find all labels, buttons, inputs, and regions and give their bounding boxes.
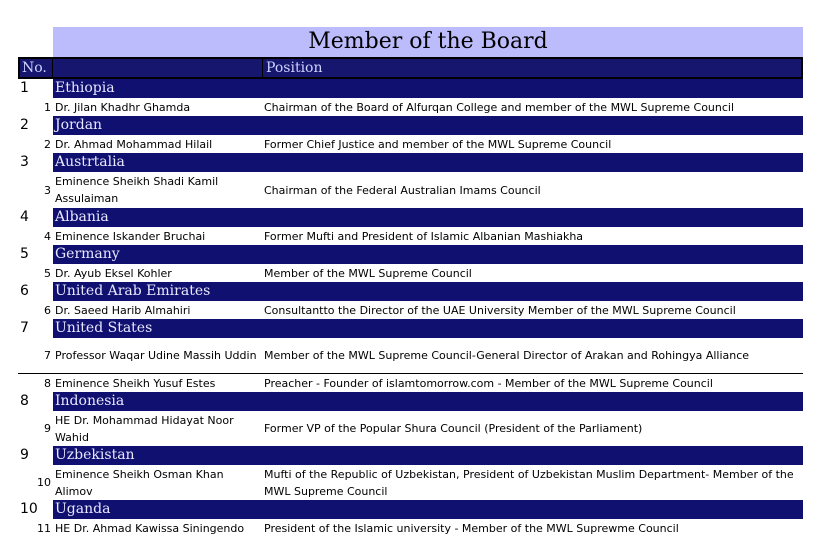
header-no: No. xyxy=(20,59,53,77)
member-position: Mufti of the Republic of Uzbekistan, President of Uzbekistan Muslim Department- Member of the MWL Supreme Council xyxy=(264,467,794,498)
country-row xyxy=(18,282,803,301)
country-row xyxy=(18,392,803,411)
member-name: Dr. Ahmad Mohammad Hilail xyxy=(55,137,213,151)
member-row xyxy=(18,98,803,116)
country-name: Jordan xyxy=(53,116,803,135)
country-number: 1 xyxy=(20,80,29,96)
member-position: Preacher - Founder of islamtomorrow.com - Member of the MWL Supreme Council xyxy=(264,376,713,390)
member-name: HE Dr. Ahmad Kawissa Siningendo xyxy=(55,521,245,535)
member-position: Chairman of the Federal Australian Imams Council xyxy=(264,183,541,197)
header-name xyxy=(53,59,263,77)
country-number: 4 xyxy=(20,209,29,225)
country-name: Ethiopia xyxy=(53,79,803,98)
member-row xyxy=(18,374,803,392)
member-index: 10 xyxy=(37,476,51,489)
country-name: Austrtalia xyxy=(53,153,803,172)
country-name: Uganda xyxy=(53,500,803,519)
member-position: Member of the MWL Supreme Council-General Director of Arakan and Rohingya Alliance xyxy=(264,349,750,362)
member-row xyxy=(18,227,803,245)
header-position: Position xyxy=(266,60,323,76)
member-index: 6 xyxy=(44,303,51,317)
member-row xyxy=(18,411,803,446)
member-name: Dr. Saeed Harib Almahiri xyxy=(55,303,191,317)
country-number: 3 xyxy=(20,154,29,170)
country-row xyxy=(18,319,803,338)
country-row xyxy=(18,153,803,172)
member-name: Eminence Sheikh Shadi Kamil Assulaiman xyxy=(55,175,219,205)
header-row xyxy=(18,57,803,79)
member-name: Dr. Ayub Eksel Kohler xyxy=(55,266,172,280)
country-number: 7 xyxy=(20,320,29,336)
member-index: 3 xyxy=(44,183,51,197)
country-row xyxy=(18,79,803,98)
member-row xyxy=(18,264,803,282)
title-row xyxy=(18,27,803,57)
member-name: Eminence Sheikh Yusuf Estes xyxy=(55,376,216,390)
country-name: United States xyxy=(53,319,803,338)
member-row xyxy=(18,301,803,319)
member-name: Professor Waqar Udine Massih Uddin xyxy=(55,349,257,362)
member-position: Former Chief Justice and member of the MWL Supreme Council xyxy=(264,137,612,151)
member-row xyxy=(18,519,803,537)
member-index: 11 xyxy=(37,521,51,535)
member-index: 4 xyxy=(44,229,51,243)
member-index: 9 xyxy=(44,422,51,435)
country-name: Uzbekistan xyxy=(53,446,803,465)
country-number: 5 xyxy=(20,246,29,262)
member-name: Dr. Jilan Khadhr Ghamda xyxy=(55,100,191,114)
member-position: Consultantto the Director of the UAE University Member of the MWL Supreme Council xyxy=(264,303,736,317)
member-row xyxy=(18,338,803,374)
country-row xyxy=(18,446,803,465)
member-position: Former Mufti and President of Islamic Albanian Mashiakha xyxy=(264,229,584,243)
member-row xyxy=(18,135,803,153)
member-index: 8 xyxy=(44,376,51,390)
member-row xyxy=(18,172,803,208)
country-name: Germany xyxy=(53,245,803,264)
country-number: 8 xyxy=(20,393,29,409)
member-name: Eminence Sheikh Osman Khan Alimov xyxy=(55,467,224,498)
member-index: 7 xyxy=(44,349,51,362)
country-name: United Arab Emirates xyxy=(53,282,803,301)
country-number: 9 xyxy=(20,447,29,463)
member-position: President of the Islamic university - Member of the MWL Suprewme Council xyxy=(264,521,679,535)
country-number: 2 xyxy=(20,117,29,133)
country-row xyxy=(18,208,803,227)
country-number: 10 xyxy=(20,501,38,517)
country-row xyxy=(18,245,803,264)
board-table xyxy=(18,27,803,537)
table-title: Member of the Board xyxy=(53,27,803,57)
member-name: Eminence Iskander Bruchai xyxy=(55,229,206,243)
member-position: Former VP of the Popular Shura Council (President of the Parliament) xyxy=(264,422,643,435)
member-position: Member of the MWL Supreme Council xyxy=(264,266,472,280)
member-index: 1 xyxy=(44,100,51,114)
member-name: HE Dr. Mohammad Hidayat Noor Wahid xyxy=(55,413,234,444)
country-row xyxy=(18,116,803,135)
member-index: 5 xyxy=(44,266,51,280)
country-name: Albania xyxy=(53,208,803,227)
member-position: Chairman of the Board of Alfurqan College and member of the MWL Supreme Council xyxy=(264,100,735,114)
country-number: 6 xyxy=(20,283,29,299)
member-index: 2 xyxy=(44,137,51,151)
country-row xyxy=(18,500,803,519)
country-name: Indonesia xyxy=(53,392,803,411)
member-row xyxy=(18,465,803,500)
